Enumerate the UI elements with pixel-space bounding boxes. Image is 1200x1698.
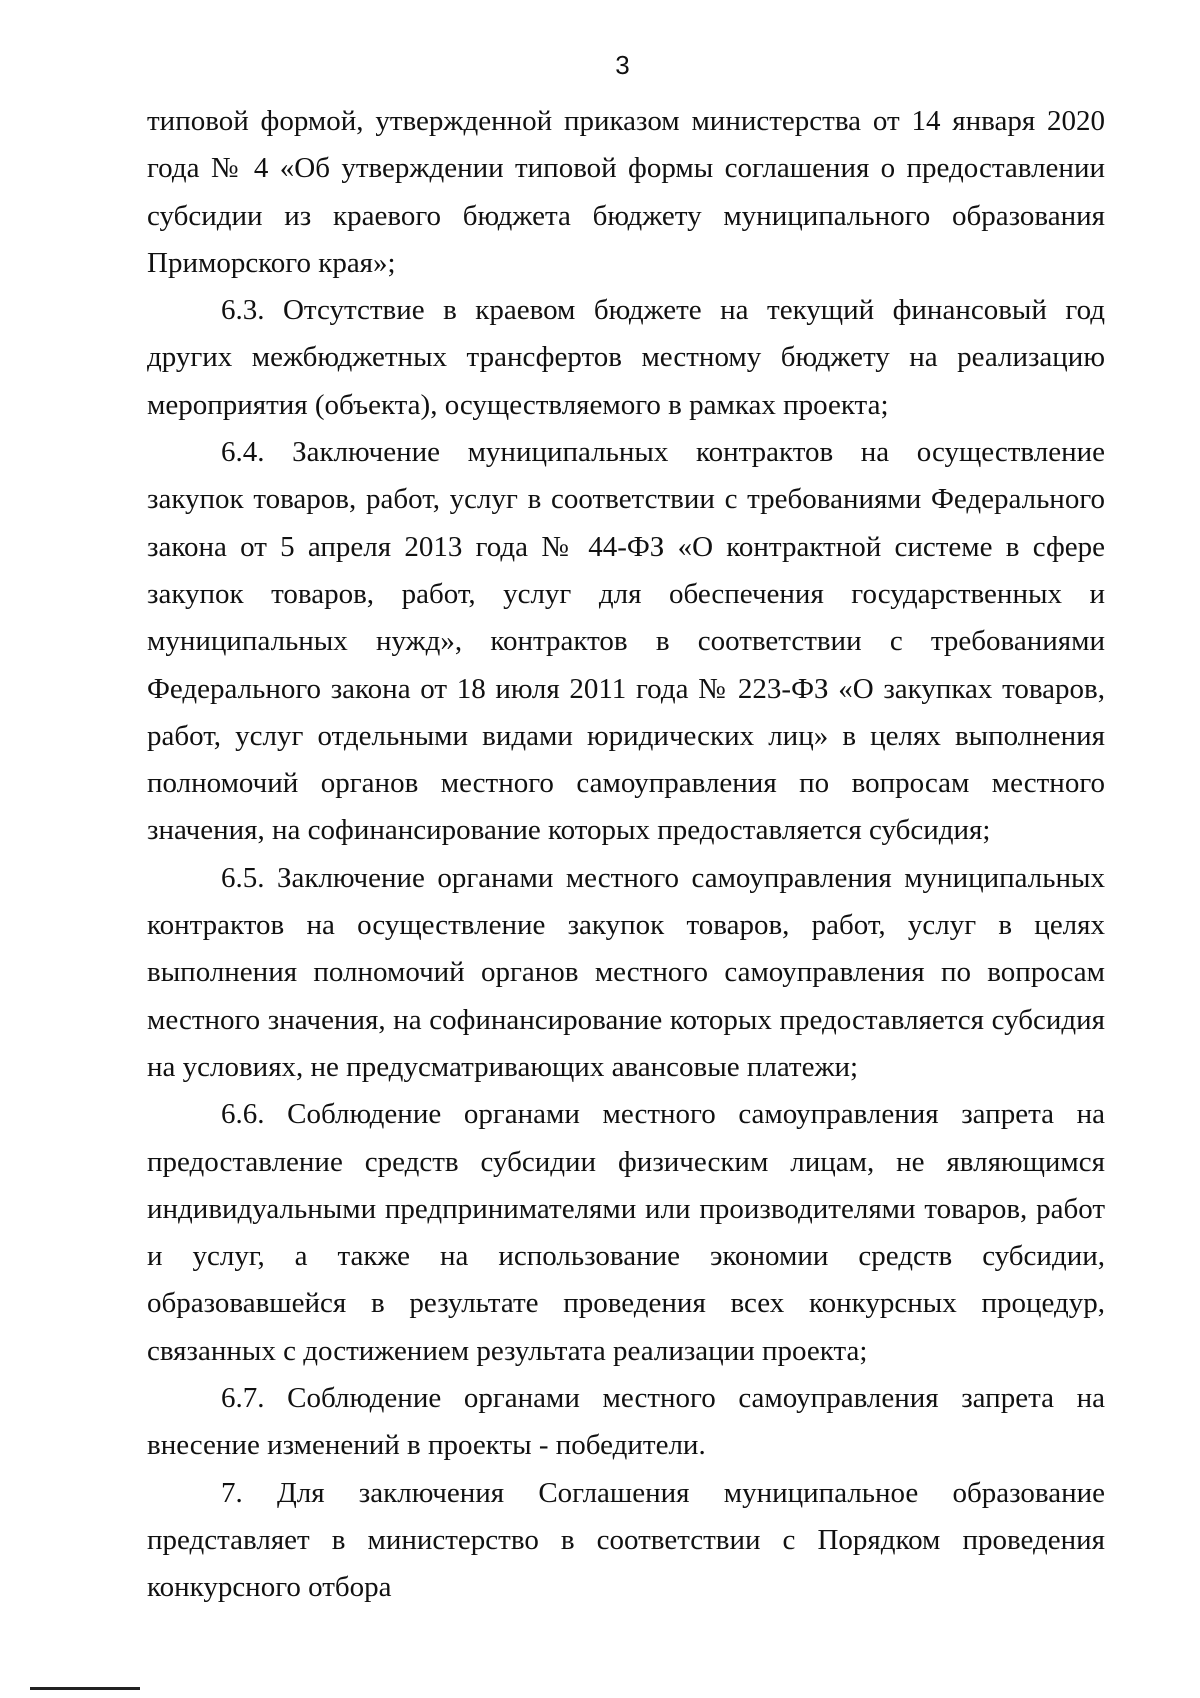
paragraph-6-5: 6.5. Заключение органами местного самоуправления муниципальных контрактов на осуществление закупок товаров, работ, услуг в целях выполнения полномочий органов местного самоуправления по вопросам местного значения, на софинансирование которых предоставляется субсидия на условиях, не предусматривающих авансовые платежи; bbox=[147, 861, 1105, 1083]
paragraph-7: 7. Для заключения Соглашения муниципальное образование представляет в министерство в соответствии с Порядком проведения конкурсного отбора bbox=[147, 1476, 1105, 1604]
paragraph-6-4: 6.4. Заключение муниципальных контрактов на осуществление закупок товаров, работ, услуг в соответствии с требованиями Федерального закона от 5 апреля 2013 года № 44-ФЗ «О контрактной системе в сфере закупок товаров, работ, услуг для обеспечения государственных и муниципальных нужд», контрактов в соответствии с требованиями Федерального закона от 18 июля 2011 года № 223-ФЗ «О закупках товаров, работ, услуг отдельными видами юридических лиц» в целях выполнения полномочий органов местного самоуправления по вопросам местного значения, на софинансирование которых предоставляется субсидия; bbox=[147, 436, 1105, 847]
paragraph-6-7: 6.7. Соблюдение органами местного самоуправления запрета на внесение изменений в проекты - победители. bbox=[147, 1382, 1105, 1462]
page-number: 3 bbox=[615, 50, 630, 80]
paragraph-6-3: 6.3. Отсутствие в краевом бюджете на текущий финансовый год других межбюджетных трансфертов местному бюджету на реализацию мероприятия (объекта), осуществляемого в рамках проекта; bbox=[147, 294, 1105, 421]
paragraph-continuation: типовой формой, утвержденной приказом министерства от 14 января 2020 года № 4 «Об утверждении типовой формы соглашения о предоставлении субсидии из краевого бюджета бюджету муниципального образования Приморского края»; bbox=[147, 105, 1105, 279]
document-body bbox=[147, 98, 1105, 1612]
footnote-separator bbox=[30, 1687, 140, 1690]
paragraph-6-6: 6.6. Соблюдение органами местного самоуправления запрета на предоставление средств субсидии физическим лицам, не являющимся индивидуальными предпринимателями или производителями товаров, работ и услуг, а также на использование экономии средств субсидии, образовавшейся в результате проведения всех конкурсных процедур, связанных с достижением результата реализации проекта; bbox=[147, 1098, 1105, 1367]
